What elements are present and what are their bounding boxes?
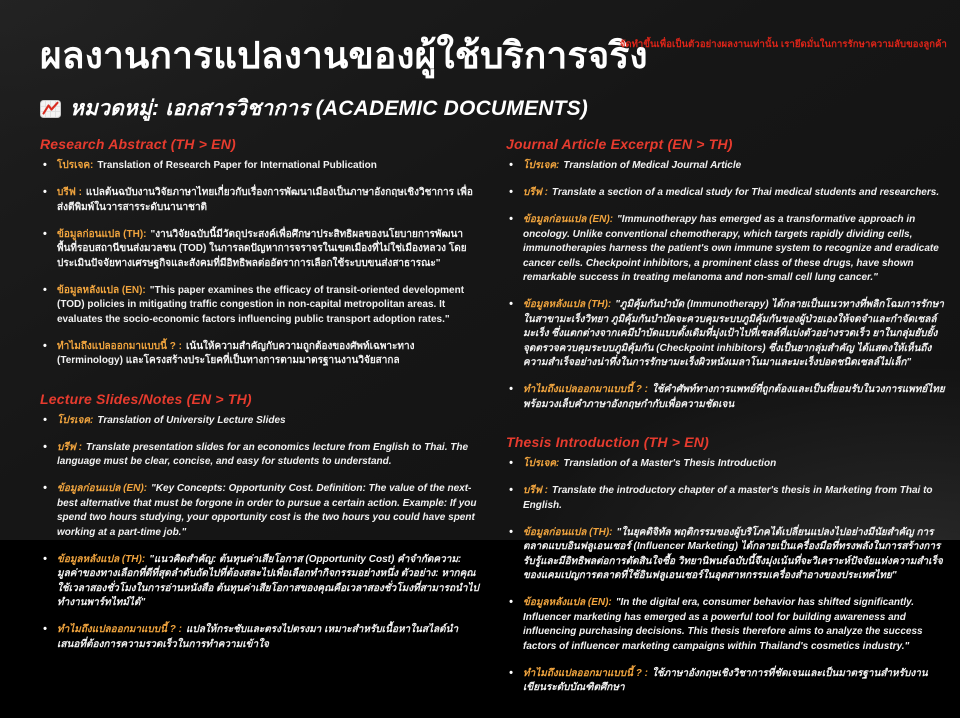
bullet-label: ข้อมูลหลังแปล (TH): bbox=[57, 553, 146, 565]
bullet-text: Translation of Research Paper for International Publication bbox=[97, 160, 377, 171]
disclaimer-text: จัดทำขึ้นเพื่อเป็นตัวอย่างผลงานเท่านั้น เรายึดมั่นในการรักษาความลับของลูกค้า bbox=[619, 39, 947, 50]
section-header-lecture-slides-notes: Lecture Slides/Notes (EN > TH) bbox=[40, 390, 252, 407]
bullet-item bbox=[506, 383, 946, 412]
bullet-text: Translation of a Master's Thesis Introduction bbox=[563, 458, 777, 469]
bullet-label: ข้อมูลก่อนแปล (TH): bbox=[57, 228, 147, 240]
section-header-journal-article-excerpt: Journal Article Excerpt (EN > TH) bbox=[506, 136, 733, 152]
bullet-item bbox=[40, 186, 480, 215]
bullet-item bbox=[506, 484, 946, 513]
bullet-text: Translate a section of a medical study for Thai medical students and researchers. bbox=[551, 187, 940, 198]
bullet-label: ข้อมูลหลังแปล (EN): bbox=[57, 284, 146, 296]
bullet-text: ใช้คำศัพท์ทางการแพทย์ที่ถูกต้องและเป็นที่ยอมรับในวงการแพทย์ไทย พร้อมวงเล็บคำภาษาอังกฤษกำกับเพื่อความชัดเจน bbox=[523, 384, 945, 410]
bullet-label: ข้อมูลก่อนแปล (EN): bbox=[523, 214, 614, 225]
bullet-item bbox=[40, 623, 480, 652]
bullet-item bbox=[40, 482, 480, 540]
bullet-item bbox=[506, 596, 946, 654]
bullet-label: บรีฟ : bbox=[523, 485, 548, 496]
bullet-text: แปลให้กระชับและตรงไปตรงมา เหมาะสำหรับเนื้อหาในสไลด์นำเสนอที่ต้องการความรวดเร็วในการทำความเข้าใจ bbox=[57, 624, 459, 650]
bullet-label: บรีฟ : bbox=[523, 187, 548, 198]
bullet-text: Translation of University Lecture Slides bbox=[97, 414, 286, 426]
bullet-text: "This paper examines the efficacy of transit-oriented development (TOD) policies in mitigating traffic congestion in non-capital metropolitan areas. It evaluates the socio-economic factors influencing public transport adoption rates." bbox=[57, 284, 465, 325]
page-title: ผลงานการแปลงานของผู้ใช้บริการจริง bbox=[40, 35, 648, 76]
bullet-text: "In the digital era, consumer behavior has shifted significantly. Influencer marketing has emerged as a powerful tool for building awareness and influencing purchasing decisions. This thesis therefore aims to analyze the success factors of influencer marketing campaigns within Thailand's cosmetics industry." bbox=[523, 597, 923, 652]
section-header-thesis-introduction: Thesis Introduction (TH > EN) bbox=[506, 434, 709, 450]
bullet-label: โปรเจค: bbox=[57, 160, 94, 171]
bullet-text: แปลต้นฉบับงานวิจัยภาษาไทยเกี่ยวกับเรื่องการพัฒนาเมืองเป็นภาษาอังกฤษเชิงวิชาการ เพื่อส่งตีพิมพ์ในวารสารระดับนานาชาติ bbox=[57, 187, 473, 213]
bullet-label: ข้อมูลหลังแปล (TH): bbox=[523, 299, 612, 310]
subtitle-row bbox=[0, 85, 960, 125]
bullet-label: บรีฟ : bbox=[57, 187, 82, 198]
bullet-item bbox=[40, 159, 480, 174]
bullet-item bbox=[506, 159, 946, 174]
bullet-item bbox=[506, 186, 946, 201]
bullet-label: โปรเจค: bbox=[57, 414, 94, 426]
bullet-item bbox=[40, 414, 480, 429]
section-header-research-abstract: Research Abstract (TH > EN) bbox=[40, 136, 236, 152]
bullet-item bbox=[40, 284, 480, 328]
bullet-label: ข้อมูลก่อนแปล (TH): bbox=[523, 526, 613, 538]
bullet-item bbox=[40, 441, 480, 470]
bullet-label: ข้อมูลก่อนแปล (EN): bbox=[57, 483, 148, 494]
bullet-label: โปรเจค: bbox=[523, 458, 560, 469]
bullet-label: บรีฟ : bbox=[57, 441, 82, 453]
bullet-label: ทำไมถึงแปลออกมาแบบนี้ ? : bbox=[523, 384, 648, 395]
bullet-label: ทำไมถึงแปลออกมาแบบนี้ ? : bbox=[57, 624, 182, 635]
bullet-item bbox=[506, 526, 946, 584]
bullet-label: โปรเจค: bbox=[523, 160, 560, 171]
bullet-label: ทำไมถึงแปลออกมาแบบนี้ ? : bbox=[523, 667, 648, 679]
page-subtitle: หมวดหมู่: เอกสารวิชาการ (ACADEMIC DOCUMENTS) bbox=[70, 97, 588, 120]
section-journal-article-excerpt bbox=[506, 136, 946, 412]
bullet-item bbox=[40, 553, 480, 611]
bullet-label: ทำไมถึงแปลออกมาแบบนี้ ? : bbox=[57, 340, 182, 352]
left-column bbox=[40, 136, 480, 718]
content-columns bbox=[0, 125, 960, 718]
bullet-text: "แนวคิดสำคัญ: ต้นทุนค่าเสียโอกาส (Opportunity Cost) คำจำกัดความ: มูลค่าของทางเลือกที่ดีที่สุดลำดับถัดไปที่ต้องสละไปเพื่อเลือกทำกิจกรรมอย่างหนึ่ง ตัวอย่าง: หากคุณใช้เวลาสองชั่วโมงในการอ่านหนังสือ ต้นทุนค่าเสียโอกาสของคุณคือเวลาสองชั่วโมงที่สามารถนำไปทำงานพาร์ทไทม์ได้" bbox=[57, 553, 479, 608]
bullet-text: Translate presentation slides for an economics lecture from English to Thai. The language must be clear, concise, and easy for students to understand. bbox=[57, 441, 469, 467]
bullet-item bbox=[40, 228, 480, 272]
bullet-item bbox=[40, 340, 480, 369]
line-chart-icon bbox=[40, 100, 61, 118]
bullet-text: "ในยุคดิจิทัล พฤติกรรมของผู้บริโภคได้เปลี่ยนแปลงไปอย่างมีนัยสำคัญ การตลาดแบบอินฟลูเอนเซอร์ (Influencer Marketing) ได้กลายเป็นเครื่องมือที่ทรงพลังในการสร้างการรับรู้และมีอิทธิพลต่อการตัดสินใจซื้อ วิทยานิพนธ์ฉบับนี้จึงมุ่งเน้นที่จะวิเคราะห์ปัจจัยแห่งความสำเร็จของแคมเปญการตลาดที่ใช้อินฟลูเอนเซอร์ในอุตสาหกรรมเครื่องสำอางของประเทศไทย" bbox=[523, 526, 943, 581]
bullet-text: "ภูมิคุ้มกันบำบัด (Immunotherapy) ได้กลายเป็นแนวทางที่พลิกโฉมการรักษาในสาขามะเร็งวิทยา ภูมิคุ้มกันบำบัดจะควบคุมระบบภูมิคุ้มกันของผู้ป่วยเองให้จดจำและกำจัดเซลล์มะเร็ง ซึ่งแตกต่างจากเคมีบำบัดแบบดั้งเดิมที่มุ่งเป้าไปที่เซลล์ที่แบ่งตัวอย่างรวดเร็ว ยาในกลุ่มยับยั้งจุดตรวจควบคุมระบบภูมิคุ้มกัน (Checkpoint inhibitors) ซึ่งเป็นยากลุ่มสำคัญ ได้แสดงให้เห็นถึงความสำเร็จอย่างน่าทึ่งในการรักษามะเร็งผิวหนังเมลาโนมาและมะเร็งปอดชนิดเซลล์ไม่เล็ก" bbox=[523, 299, 944, 368]
section-research-abstract bbox=[40, 136, 480, 369]
section-lecture-slides-notes bbox=[40, 391, 480, 653]
bullet-item bbox=[506, 298, 946, 371]
bullet-text: เน้นให้ความสำคัญกับความถูกต้องของศัพท์เฉพาะทาง (Terminology) และโครงสร้างประโยคที่เป็นทางการตามมาตรฐานงานวิจัยสากล bbox=[57, 340, 415, 366]
bullet-text: "Key Concepts: Opportunity Cost. Definition: The value of the next-best alternative that must be forgone in order to pursue a certain action. Example: If you spend two hours studying, your opportunity cost is the two hours you could have spent working at a part-time job." bbox=[57, 483, 477, 538]
right-column bbox=[506, 136, 946, 718]
bullet-text: Translate the introductory chapter of a master's thesis in Marketing from Thai to English. bbox=[523, 485, 933, 511]
bullet-text: ใช้ภาษาอังกฤษเชิงวิชาการที่ชัดเจนและเป็นมาตรฐานสำหรับงานเขียนระดับบัณฑิตศึกษา bbox=[523, 667, 928, 693]
section-thesis-introduction bbox=[506, 434, 946, 696]
bullet-text: "งานวิจัยฉบับนี้มีวัตถุประสงค์เพื่อศึกษาประสิทธิผลของนโยบายการพัฒนาพื้นที่รอบสถานีขนส่งมวลชน (TOD) ในการลดปัญหาการจราจรในเขตเมืองที่ไม่ใช่เมืองหลวง โดยประเมินปัจจัยทางเศรษฐกิจและสังคมที่มีอิทธิพลต่ออัตราการเลือกใช้ระบบขนส่งสาธารณะ" bbox=[57, 228, 467, 269]
bullet-item bbox=[506, 457, 946, 472]
bullet-item bbox=[506, 667, 946, 696]
bullet-text: "Immunotherapy has emerged as a transformative approach in oncology. Unlike conventional chemotherapy, which targets rapidly dividing cells, immunotherapies harness the patient's own immune system to recognize and eradicate cancer cells. Checkpoint inhibitors, a prominent class of these drugs, have shown remarkable success in treating melanoma and non-small cell lung cancer." bbox=[523, 214, 939, 283]
bullet-text: Translation of Medical Journal Article bbox=[563, 160, 742, 171]
bullet-label: ข้อมูลหลังแปล (EN): bbox=[523, 597, 612, 608]
bullet-item bbox=[506, 213, 946, 286]
